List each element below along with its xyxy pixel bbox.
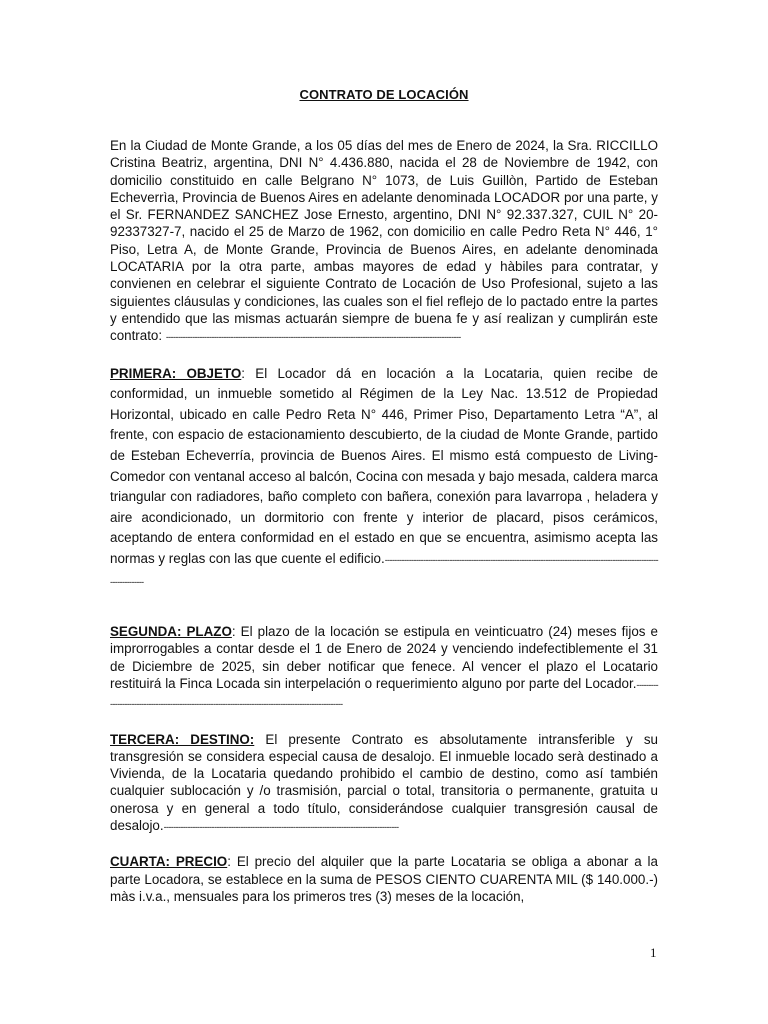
clause-tercera-text: El presente Contrato es absolutamente intransferible y su transgresión se considera especial causa de desalojo. El inmueble locado serà destinado a Vivienda, de la Locataria quedando prohibido el cambio de destino, como así también cualquier sublocación y /o trasmisión, parcial o total, transitoria o permanente, gratuita u onerosa y en general a todo título, considerándose cualquier transgresión causal de desalojo. bbox=[110, 731, 658, 834]
clause-tercera bbox=[110, 731, 658, 837]
intro-paragraph bbox=[110, 137, 658, 347]
intro-dash-fill: --------------------------------------------------------------------------------------------------------------------------- bbox=[165, 332, 461, 343]
clause-tercera-heading: TERCERA: DESTINO: bbox=[110, 731, 255, 747]
clause-cuarta-heading: CUARTA: PRECIO bbox=[110, 854, 228, 870]
document-title: CONTRATO DE LOCACIÓN bbox=[299, 87, 469, 102]
clause-segunda-dash-fill: ---------------------------------------------------------------------------------------------------------- bbox=[110, 679, 658, 710]
clause-segunda bbox=[110, 623, 658, 713]
clause-primera-heading: PRIMERA: OBJETO bbox=[110, 365, 242, 381]
clause-primera-dash-fill: -------------------------------------------------------------------------------------------------------------------------------- bbox=[110, 554, 658, 587]
document-body bbox=[110, 137, 658, 922]
clause-cuarta bbox=[110, 853, 658, 905]
clause-tercera-dash-fill: -------------------------------------------------------------------------------------------------- bbox=[163, 822, 399, 833]
clause-cuarta-text: : El precio del alquiler que la parte Locataria se obliga a abonar a la parte Locadora, se establece en la suma de PESOS CIENTO CUARENTA MIL ($ 140.000.-) màs i.v.a., mensuales para los primeros tres (3) meses de la locación, bbox=[110, 854, 658, 904]
clause-segunda-text: : El plazo de la locación se estipula en veinticuatro (24) meses fijos e improrrogables a contar desde el 1 de Enero de 2024 y venciendo indefectiblemente el 31 de Diciembre de 2025, sin deber notificar que fenece. Al vencer el plazo el Locatario restituirá la Finca Locada sin interpelación o requerimiento alguno por parte del Locador. bbox=[110, 624, 658, 691]
clause-segunda-heading: SEGUNDA: PLAZO bbox=[110, 624, 232, 640]
intro-text: En la Ciudad de Monte Grande, a los 05 días del mes de Enero de 2024, la Sra. RICCILLO Cristina Beatriz, argentina, DNI N° 4.436.880, nacida el 28 de Noviembre de 1942, con domicilio constituido en calle Belgrano N° 1073, de Luis Guillòn, Partido de Esteban Echeverrìa, Provincia de Buenos Aires en adelante denominada LOCADOR por una parte, y el Sr. FERNANDEZ SANCHEZ Jose Ernesto, argentino, DNI N° 92.337.327, CUIL N° 20-92337327-7, nacido el 25 de Marzo de 1962, con domicilio en calle Pedro Reta N° 446, 1° Piso, Letra A, de Monte Grande, Provincia de Buenos Aires, en adelante denominada LOCATARIA por la otra parte, ambas mayores de edad y hàbiles para contratar, y convienen en celebrar el siguiente Contrato de Locación de Uso Profesional, sujeto a las siguientes cláusulas y condiciones, las cuales son el fiel reflejo de lo pactado entre la partes y entendido que las mismas actuarán siempre de buena fe y así realizan y cumplirán este contrato: bbox=[110, 138, 658, 344]
clause-primera-text: : El Locador dá en locación a la Locataria, quien recibe de conformidad, un inmueble sometido al Régimen de la Ley Nac. 13.512 de Propiedad Horizontal, ubicado en calle Pedro Reta N° 446, Primer Piso, Departamento Letra “A”, al frente, con espacio de estacionamiento descubierto, de la ciudad de Monte Grande, partido de Esteban Echeverría, provincia de Buenos Aires. El mismo está compuesto de Living-Comedor con ventanal acceso al balcón, Cocina con mesada y bajo mesada, caldera marca triangular con radiadores, baño completo con bañera, conexión para lavarropa , heladera y aire acondicionado, un dormitorio con frente y interior de placard, pisos cerámicos, aceptando de entera conformidad en el estado en que se encuentra, asimismo acepta las normas y reglas con las que cuente el edificio. bbox=[110, 365, 658, 566]
clause-primera bbox=[110, 364, 658, 593]
page-number: 1 bbox=[650, 945, 657, 960]
